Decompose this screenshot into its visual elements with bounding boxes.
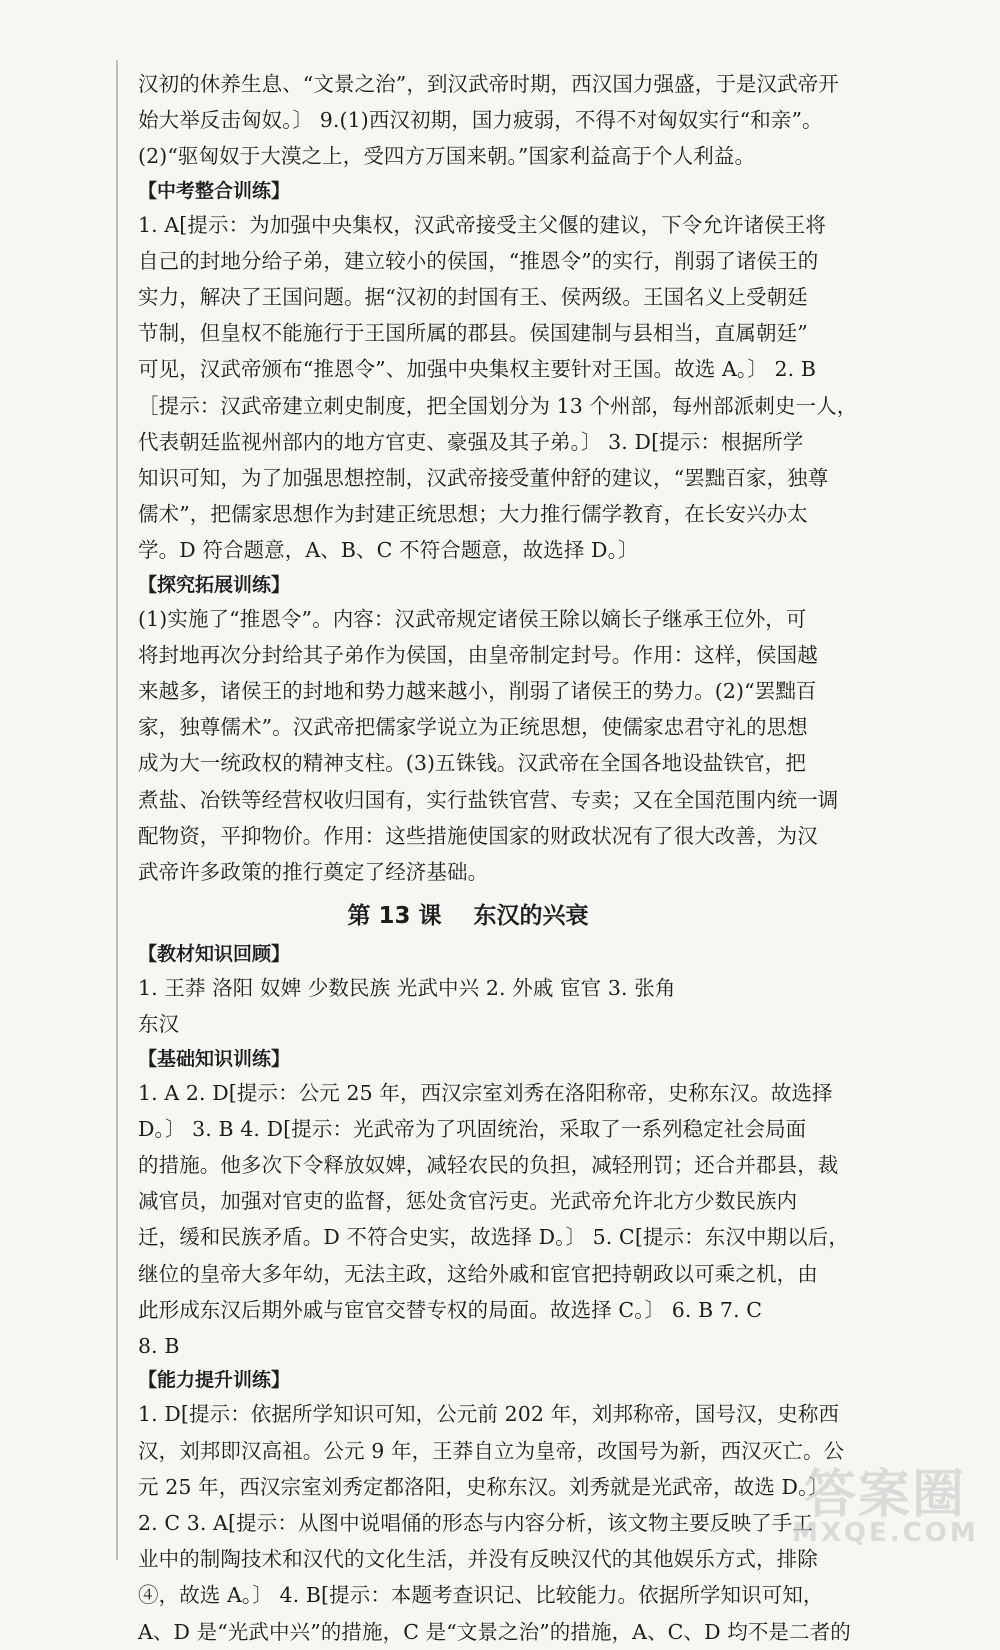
- section-heading: 【中考整合训练】: [138, 179, 291, 202]
- text-line: 业中的制陶技术和汉代的文化生活，并没有反映汉代的其他娱乐方式，排除: [138, 1547, 818, 1572]
- text-line: 节制，但皇权不能施行于王国所属的郡县。侯国建制与县相当，直属朝廷”: [138, 321, 808, 346]
- text-line: 配物资，平抑物价。作用：这些措施使国家的财政状况有了很大改善，为汉: [138, 823, 818, 848]
- text-line: 家，独尊儒术”。汉武帝把儒家学说立为正统思想，使儒家忠君守礼的思想: [138, 715, 808, 740]
- text-line: 汉，刘邦即汉高祖。公元 9 年，王莽自立为皇帝，改国号为新，西汉灭亡。公: [138, 1438, 845, 1463]
- text-line: ［提示：汉武帝建立刺史制度，把全国划分为 13 个州部，每州部派刺史一人，: [138, 393, 858, 418]
- text-line: 迁，缓和民族矛盾。D 不符合史实，故选择 D。〕 5. C[提示：东汉中期以后，: [138, 1225, 849, 1250]
- watermark-logo: 答案圈: [804, 1465, 967, 1525]
- text-line: 武帝许多政策的推行奠定了经济基础。: [138, 860, 489, 885]
- text-line: 学。D 符合题意，A、B、C 不符合题意，故选择 D。〕: [138, 538, 639, 563]
- text-line: 将封地再次分封给其子弟作为侯国，由皇帝制定封号。作用：这样，侯国越: [138, 642, 818, 667]
- answer-page: [138, 66, 858, 1650]
- text-line: 知识可知，为了加强思想控制，汉武帝接受董仲舒的建议，“罢黜百家，独尊: [138, 466, 829, 491]
- text-line: 8. B: [138, 1334, 180, 1359]
- text-line: ④，故选 A。〕 4. B[提示：本题考查识记、比较能力。依据所学知识可知，: [138, 1583, 824, 1608]
- section-heading: 【基础知识训练】: [138, 1047, 291, 1070]
- text-line: 始大举反击匈奴。〕 9.(1)西汉初期，国力疲弱，不得不对匈奴实行“和亲”。: [138, 108, 823, 133]
- text-line: 1. A 2. D[提示：公元 25 年，西汉宗室刘秀在洛阳称帝，史称东汉。故选择: [138, 1080, 833, 1105]
- text-line: 减官员，加强对官吏的监督，惩处贪官污吏。光武帝允许北方少数民族内: [138, 1189, 798, 1214]
- text-line: 1. A[提示：为加强中央集权，汉武帝接受主父偃的建议，下令允许诸侯王将: [138, 212, 826, 237]
- section-heading: 【教材知识回顾】: [138, 943, 291, 966]
- text-line: 汉初的休养生息、“文景之治”，到汉武帝时期，西汉国力强盛，于是汉武帝开: [138, 72, 839, 96]
- text-line: 儒术”，把儒家思想作为封建正统思想；大力推行儒学教育，在长安兴办太: [138, 502, 808, 527]
- text-line: 实力，解决了王国问题。据“汉初的封国有王、侯两级。王国名义上受朝廷: [138, 285, 808, 310]
- text-line: 元 25 年，西汉宗室刘秀定都洛阳，史称东汉。刘秀就是光武帝，故选 D。〕: [138, 1474, 830, 1499]
- lesson-title: 第 13 课 东汉的兴衰: [347, 903, 589, 930]
- text-line: D。〕 3. B 4. D[提示：光武帝为了巩固统治，采取了一系列稳定社会局面: [138, 1116, 807, 1141]
- text-line: (1)实施了“推恩令”。内容：汉武帝规定诸侯王除以嫡长子继承王位外，可: [138, 606, 807, 631]
- watermark-site: MXQE.COM: [792, 1518, 979, 1548]
- text-line: 1. D[提示：依据所学知识可知，公元前 202 年，刘邦称帝，国号汉，史称西: [138, 1402, 840, 1427]
- text-line: 代表朝廷监视州部内的地方官吏、豪强及其子弟。〕 3. D[提示：根据所学: [138, 429, 804, 454]
- text-line: 1. 王莽 洛阳 奴婢 少数民族 光武中兴 2. 外戚 宦官 3. 张角: [138, 976, 676, 1001]
- text-line: 2. C 3. A[提示：从图中说唱俑的形态与内容分析，该文物主要反映了手工: [138, 1510, 813, 1535]
- text-line: 此形成东汉后期外戚与宦官交替专权的局面。故选择 C。〕 6. B 7. C: [138, 1297, 763, 1322]
- text-line: 东汉: [138, 1012, 180, 1037]
- text-line: 来越多，诸侯王的封地和势力越来越小，削弱了诸侯王的势力。(2)“罢黜百: [138, 679, 817, 704]
- text-line: (2)“驱匈奴于大漠之上，受四方万国来朝。”国家利益高于个人利益。: [138, 144, 756, 169]
- margin-line: [116, 60, 118, 1560]
- section-heading: 【能力提升训练】: [138, 1369, 291, 1392]
- watermark: [788, 1452, 988, 1552]
- text-line: 继位的皇帝大多年幼，无法主政，这给外戚和宦官把持朝政以可乘之机，由: [138, 1261, 818, 1286]
- text-line: 的措施。他多次下令释放奴婢，减轻农民的负担，减轻刑罚；还合并郡县，裁: [138, 1153, 839, 1178]
- text-line: 自己的封地分给子弟，建立较小的侯国，“推恩令”的实行，削弱了诸侯王的: [138, 248, 819, 273]
- section-heading: 【探究拓展训练】: [138, 573, 291, 596]
- text-line: 可见，汉武帝颁布“推恩令”、加强中央集权主要针对王国。故选 A。〕 2. B: [138, 357, 816, 382]
- text-line: 成为大一统政权的精神支柱。(3)五铢钱。汉武帝在全国各地设盐铁官，把: [138, 751, 806, 776]
- text-line: 煮盐、冶铁等经营权收归国有，实行盐铁官营、专卖；又在全国范围内统一调: [138, 787, 839, 812]
- text-line: A、D 是“光武中兴”的措施，C 是“文景之治”的措施，A、C、D 均不是二者的: [138, 1619, 851, 1644]
